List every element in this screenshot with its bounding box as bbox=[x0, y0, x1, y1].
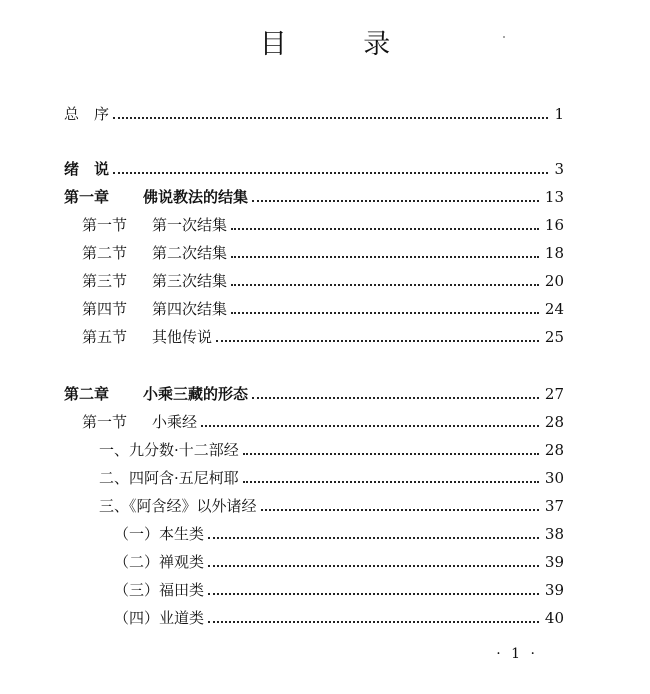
toc-entry-label: 总 序 bbox=[64, 105, 110, 123]
toc-entry-section[interactable] bbox=[82, 323, 564, 347]
dot-leader bbox=[208, 537, 539, 539]
toc-page-number: 27 bbox=[544, 385, 564, 403]
dot-leader bbox=[113, 117, 548, 119]
toc-page-number: 3 bbox=[554, 160, 564, 178]
dot-leader bbox=[231, 312, 539, 314]
toc-entry-section[interactable] bbox=[82, 408, 564, 432]
toc-entry-preface[interactable] bbox=[64, 100, 564, 124]
toc-entry-label: 第四节 第四次结集 bbox=[82, 300, 228, 318]
toc-page-number: 20 bbox=[544, 272, 564, 290]
dot-leader bbox=[113, 172, 548, 174]
toc-entry-item[interactable] bbox=[114, 576, 564, 600]
toc-entry-label: 第三节 第三次结集 bbox=[82, 272, 228, 290]
toc-page-number: 18 bbox=[544, 244, 564, 262]
toc-page-number: 38 bbox=[544, 525, 564, 543]
toc-entry-item[interactable] bbox=[114, 520, 564, 544]
toc-entry-label: （三）福田类 bbox=[114, 581, 205, 599]
toc-page-number: 16 bbox=[544, 216, 564, 234]
toc-entry-chapter-1[interactable] bbox=[64, 183, 564, 207]
toc-entry-section[interactable] bbox=[82, 267, 564, 291]
toc-entry-label: 一、九分数·十二部经 bbox=[99, 441, 239, 459]
dot-leader bbox=[201, 425, 539, 427]
toc-entry-label: 第一节 第一次结集 bbox=[82, 216, 228, 234]
page-number-footer: · 1 · bbox=[496, 646, 538, 662]
toc-page-number: 30 bbox=[544, 469, 564, 487]
toc-entry-section[interactable] bbox=[82, 211, 564, 235]
dot-leader bbox=[208, 565, 539, 567]
dot-leader bbox=[216, 340, 539, 342]
toc-page-number: 39 bbox=[544, 553, 564, 571]
toc-page-number: 28 bbox=[544, 413, 564, 431]
dot-leader bbox=[208, 593, 539, 595]
dot-leader bbox=[252, 200, 539, 202]
toc-page-number: 39 bbox=[544, 581, 564, 599]
toc-entry-item[interactable] bbox=[114, 604, 564, 628]
dot-leader bbox=[243, 453, 539, 455]
toc-page-number: 37 bbox=[544, 497, 564, 515]
toc-page-number: 40 bbox=[544, 609, 564, 627]
toc-entry-label: 三、《阿含经》以外诸经 bbox=[99, 497, 257, 515]
toc-entry-label: 绪 说 bbox=[64, 160, 110, 178]
toc-page-number: 1 bbox=[554, 105, 564, 123]
dot-leader bbox=[231, 228, 539, 230]
toc-entry-label: （一）本生类 bbox=[114, 525, 205, 543]
toc-entry-label: （二）禅观类 bbox=[114, 553, 205, 571]
toc-entry-label: 第二章 小乘三藏的形态 bbox=[64, 385, 249, 403]
toc-entry-item[interactable] bbox=[114, 548, 564, 572]
toc-page-number: 13 bbox=[544, 188, 564, 206]
toc-entry-label: （四）业道类 bbox=[114, 609, 205, 627]
toc-entry-label: 二、四阿含·五尼柯耶 bbox=[99, 469, 239, 487]
dot-leader bbox=[231, 256, 539, 258]
toc-entry-section[interactable] bbox=[82, 239, 564, 263]
dot-leader bbox=[208, 621, 539, 623]
toc-entry-section[interactable] bbox=[82, 295, 564, 319]
toc-page-number: 28 bbox=[544, 441, 564, 459]
dot-leader bbox=[252, 397, 539, 399]
toc-entry-introduction[interactable] bbox=[64, 155, 564, 179]
toc-page-number: 24 bbox=[544, 300, 564, 318]
toc-entry-subsection[interactable] bbox=[99, 464, 564, 488]
page-title: 目 录 bbox=[259, 29, 425, 60]
toc-entry-chapter-2[interactable] bbox=[64, 380, 564, 404]
toc-entry-subsection[interactable] bbox=[99, 492, 564, 516]
toc-page-number: 25 bbox=[544, 328, 564, 346]
toc-entry-label: 第一节 小乘经 bbox=[82, 413, 198, 431]
dot-leader bbox=[231, 284, 539, 286]
dot-leader bbox=[243, 481, 539, 483]
toc-entry-label: 第一章 佛说教法的结集 bbox=[64, 188, 249, 206]
toc-entry-subsection[interactable] bbox=[99, 436, 564, 460]
toc-entry-label: 第五节 其他传说 bbox=[82, 328, 213, 346]
toc-entry-label: 第二节 第二次结集 bbox=[82, 244, 228, 262]
dot-leader bbox=[261, 509, 539, 511]
